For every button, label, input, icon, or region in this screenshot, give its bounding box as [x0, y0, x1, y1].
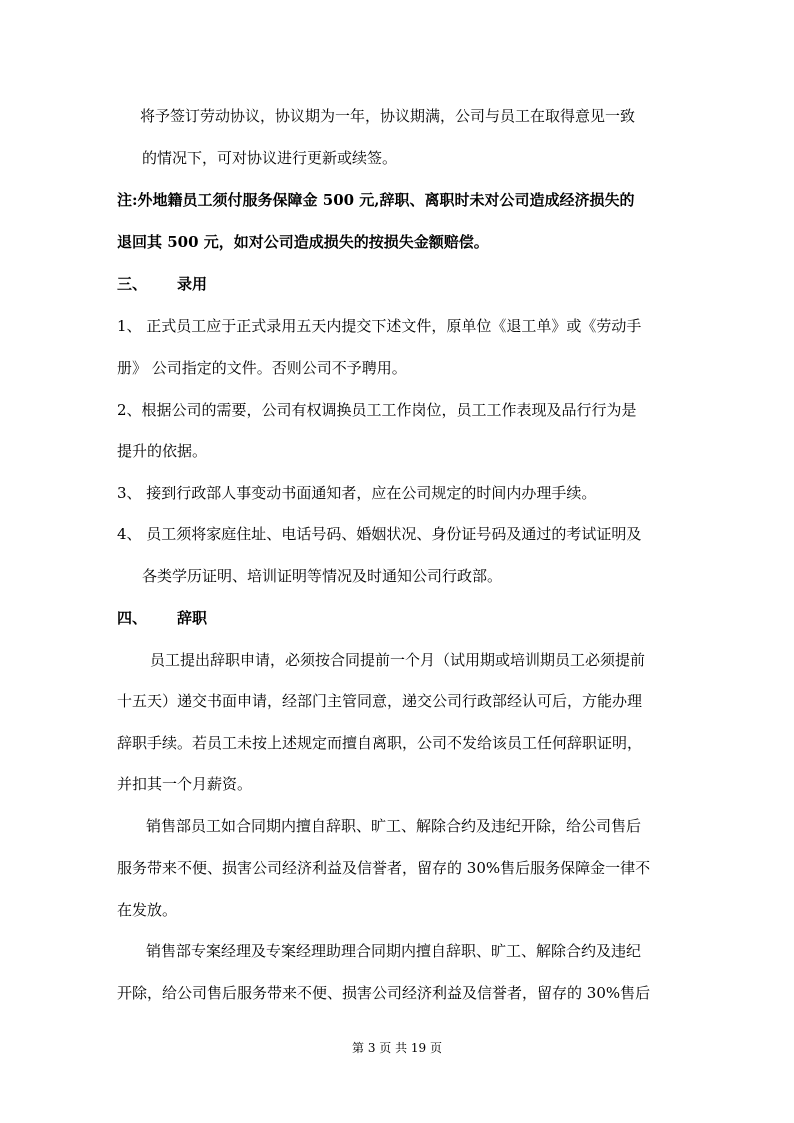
- paragraph-agreement-line-2: 的情况下，可对协议进行更新或续签。: [142, 149, 398, 167]
- section-3-item-4-line-1: 4、 员工须将家庭住址、电话号码、婚姻状况、身份证号码及通过的考试证明及: [117, 525, 642, 543]
- section-4-para-3-line-2: 开除，给公司售后服务带来不便、损害公司经济利益及信誉者，留存的 30%售后: [117, 984, 651, 1002]
- section-4-para-3-line-1: 销售部专案经理及专案经理助理合同期内擅自辞职、旷工、解除合约及违纪: [146, 942, 642, 960]
- section-4-para-1-line-3: 辞职手续。若员工未按上述规定而擅自离职，公司不发给该员工任何辞职证明，: [117, 734, 643, 752]
- section-4-para-2-line-1: 销售部员工如合同期内擅自辞职、旷工、解除合约及违纪开除，给公司售后: [146, 817, 642, 835]
- section-3-item-2-line-2: 提升的依据。: [117, 442, 208, 460]
- section-3-item-4-line-2: 各类学历证明、培训证明等情况及时通知公司行政部。: [142, 567, 503, 585]
- section-3-item-1-line-2: 册》 公司指定的文件。否则公司不予聘用。: [117, 359, 407, 377]
- section-3-item-1-line-1: 1、 正式员工应于正式录用五天内提交下述文件，原单位《退工单》或《劳动手: [117, 317, 642, 335]
- section-3-title: 录用: [177, 275, 208, 293]
- note-line-2: 退回其 500 元，如对公司造成损失的按损失金额赔偿。: [117, 233, 489, 251]
- section-4-para-1-line-1: 员工提出辞职申请，必须按合同提前一个月（试用期或培训期员工必须提前: [150, 651, 646, 669]
- section-4-para-2-line-3: 在发放。: [117, 901, 178, 919]
- paragraph-agreement-line-1: 将予签订劳动协议，协议期为一年，协议期满，公司与员工在取得意见一致: [140, 107, 636, 125]
- section-4-para-1-line-4: 并扣其一个月薪资。: [117, 775, 253, 793]
- section-4-number: 四、: [117, 609, 148, 627]
- section-4-title: 辞职: [177, 609, 208, 627]
- note-line-1: 注:外地籍员工须付服务保障金 500 元,辞职、离职时未对公司造成经济损失的: [117, 191, 635, 209]
- section-3-item-2-line-1: 2、根据公司的需要，公司有权调换员工工作岗位，员工工作表现及品行行为是: [117, 401, 637, 419]
- section-4-para-1-line-2: 十五天）递交书面申请，经部门主管同意，递交公司行政部经认可后，方能办理: [117, 692, 643, 710]
- section-3-number: 三、: [117, 275, 148, 293]
- section-4-para-2-line-2: 服务带来不便、损害公司经济利益及信誉者，留存的 30%售后服务保障金一律不: [117, 859, 651, 877]
- section-3-item-3-line-1: 3、 接到行政部人事变动书面通知者，应在公司规定的时间内办理手续。: [117, 484, 597, 502]
- page-footer: 第 3 页 共 19 页: [352, 1041, 442, 1055]
